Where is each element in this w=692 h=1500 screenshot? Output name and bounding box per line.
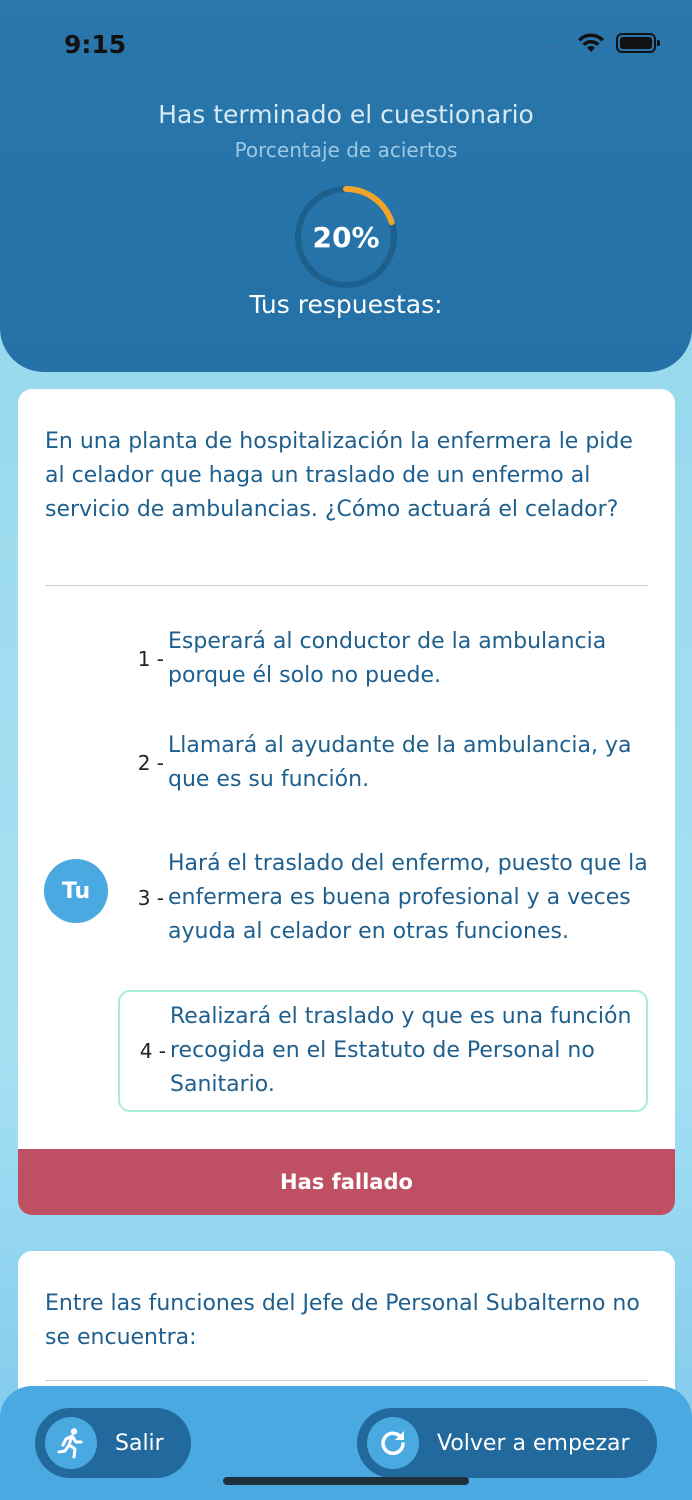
result-banner: Has fallado [18, 1149, 675, 1215]
score-progress-ring [292, 183, 400, 291]
exit-button[interactable] [35, 1408, 191, 1478]
option-text: Realizará el traslado y que es una función recogida en el Estatuto de Personal no Sanitario. [170, 1004, 632, 1097]
answers-heading: Tus respuestas: [249, 290, 443, 319]
results-header [0, 0, 692, 372]
option-number: 1 - [137, 647, 164, 671]
option-number: 2 - [137, 751, 164, 775]
answer-option-2[interactable] [118, 729, 648, 797]
signal-icon: .... [544, 35, 566, 51]
header-subtitle: Porcentaje de aciertos [234, 138, 458, 162]
option-text: Llamará al ayudante de la ambulancia, ya que es su función. [168, 733, 632, 792]
home-indicator[interactable] [223, 1477, 469, 1485]
user-answer-badge: Tu [44, 859, 108, 923]
answer-option-4-correct[interactable] [118, 990, 648, 1112]
wifi-icon [576, 32, 606, 54]
divider [45, 1380, 648, 1381]
refresh-icon [367, 1417, 419, 1469]
status-time: 9:15 [64, 30, 127, 59]
question-text: Entre las funciones del Jefe de Personal Subalterno no se encuentra: [45, 1291, 640, 1350]
restart-label: Volver a empezar [437, 1430, 630, 1456]
answer-option-1[interactable] [118, 625, 648, 693]
option-text: Esperará al conductor de la ambulancia porque él solo no puede. [168, 629, 607, 688]
status-icons [544, 32, 656, 54]
battery-icon [616, 33, 656, 53]
question-text: En una planta de hospitalización la enfermera le pide al celador que haga un traslado de un enfermo al servicio de ambulancias. ¿Cómo actuará el celador? [45, 429, 633, 522]
header-title: Has terminado el cuestionario [158, 100, 534, 129]
answer-option-3[interactable] [118, 830, 648, 966]
restart-button[interactable] [357, 1408, 657, 1478]
option-number: 3 - [137, 886, 164, 910]
question-card [18, 389, 675, 1215]
option-text: Hará el traslado del enfermo, puesto que la enfermera es buena profesional y a veces ayuda al celador en otras funciones. [168, 851, 648, 944]
progress-label: 20% [312, 220, 380, 254]
option-number: 4 - [139, 1039, 166, 1063]
divider [45, 585, 648, 586]
running-person-icon [45, 1417, 97, 1469]
exit-label: Salir [115, 1430, 164, 1456]
